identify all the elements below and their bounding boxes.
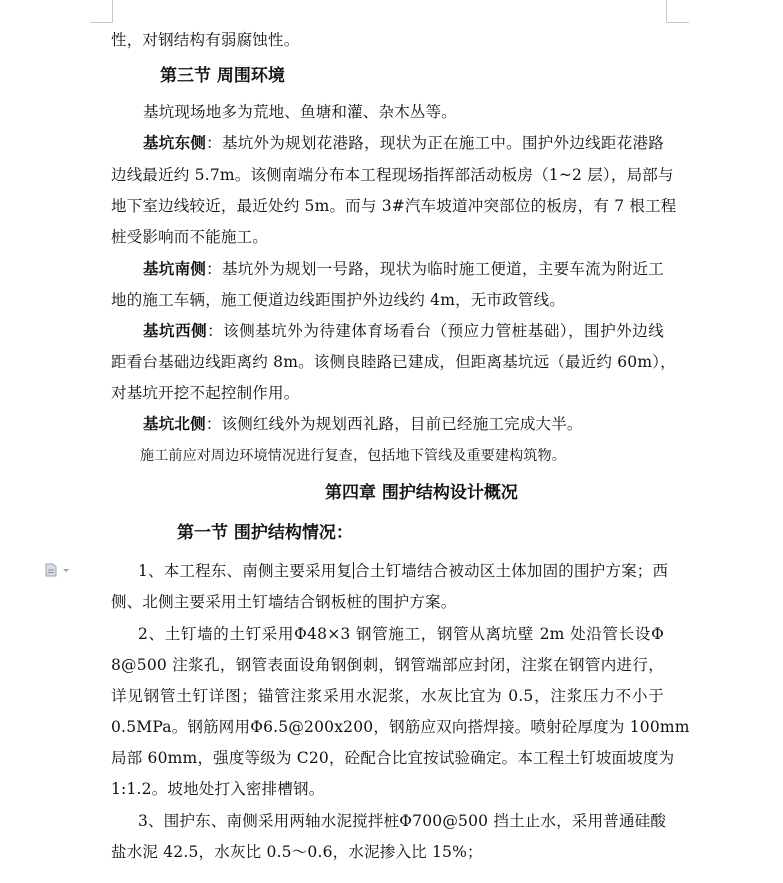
paragraph-line: 性，对钢结构有弱腐蚀性。 bbox=[111, 31, 300, 49]
south-side-label: 基坑南侧 bbox=[143, 259, 207, 278]
paragraph-line: 距看台基础边线距离约 8m。该侧良睦路已建成，但距离基坑远（最近约 60m）， bbox=[111, 353, 676, 371]
paragraph-line: 地的施工车辆，施工便道边线距围护外边线约 4m，无市政管线。 bbox=[111, 291, 565, 309]
paragraph-line: 局部 60mm，强度等级为 C20，砼配合比宜按试验确定。本工程土钉坡面坡度为 bbox=[111, 749, 675, 767]
paragraph-line: 8@500 注浆孔，钢管表面设角钢倒刺，钢管端部应封闭，注浆在钢管内进行， bbox=[111, 656, 664, 674]
east-side-label: 基坑东侧 bbox=[143, 133, 207, 152]
paragraph-line: 1:1.2。坡地处打入密排槽钢。 bbox=[111, 780, 325, 798]
section-heading-surroundings: 第三节 周围环境 bbox=[160, 66, 285, 86]
north-side-text: ：该侧红线外为规划西礼路，目前已经施工完成大半。 bbox=[205, 415, 583, 433]
west-side-text: ：该侧基坑外为待建体育场看台（预应力管桩基础），围护外边线 bbox=[207, 322, 664, 340]
paragraph-north-line bbox=[143, 414, 583, 434]
paragraph-line: 盐水泥 42.5，水灰比 0.5～0.6，水泥掺入比 15%； bbox=[111, 843, 483, 861]
east-side-text: ：基坑外为规划花港路，现状为正在施工中。围护外边线距花港路 bbox=[206, 134, 664, 152]
document-icon[interactable] bbox=[44, 563, 72, 577]
north-side-label: 基坑北侧 bbox=[143, 414, 206, 433]
paragraph-line: 基坑现场地多为荒地、鱼塘和灌、杂木丛等。 bbox=[143, 103, 458, 121]
paragraph-line: 详见钢管土钉详图；锚管注浆采用水泥浆，水灰比宜为 0.5，注浆压力不小于 bbox=[111, 687, 664, 705]
paragraph-line: 地下室边线较近，最近处约 5m。而与 3#汽车坡道冲突部位的板房，有 7 根工程 bbox=[111, 197, 677, 215]
paragraph-line bbox=[138, 561, 669, 581]
paragraph-line: 0.5MPa。钢筋网用Φ6.5@200x200，钢筋应双向搭焊接。喷射砼厚度为 100mm bbox=[111, 718, 690, 736]
section-heading-retaining: 第一节 围护结构情况： bbox=[177, 523, 353, 543]
paragraph-south-line bbox=[143, 259, 664, 279]
paragraph-line: 对基坑开挖不起控制作用。 bbox=[111, 384, 300, 402]
paragraph-line: 3、围护东、南侧采用两轴水泥搅拌桩Φ700@500 挡土止水，采用普通硅酸 bbox=[138, 812, 667, 830]
chapter-heading: 第四章 围护结构设计概况 bbox=[325, 483, 518, 503]
paragraph-east-line bbox=[143, 133, 664, 153]
paragraph-line: 侧、北侧主要采用土钉墙结合钢板桩的围护方案。 bbox=[111, 593, 457, 611]
west-side-label: 基坑西侧 bbox=[143, 321, 208, 340]
margin-corner-marker-left bbox=[90, 0, 113, 23]
text-before-cursor: 1、本工程东、南侧主要采用复 bbox=[138, 562, 353, 580]
south-side-text: ：基坑外为规划一号路，现状为临时施工便道，主要车流为附近工 bbox=[206, 260, 664, 278]
text-after-cursor: 合土钉墙结合被动区土体加固的围护方案；西 bbox=[354, 562, 669, 580]
margin-corner-marker-right bbox=[666, 0, 689, 23]
paragraph-line: 2、土钉墙的土钉采用Φ48×3 钢管施工，钢管从离坑壁 2m 处沿管长设Φ bbox=[138, 625, 664, 643]
paragraph-line: 施工前应对周边环境情况进行复查，包括地下管线及重要建构筑物。 bbox=[140, 448, 566, 464]
paragraph-west-line bbox=[143, 321, 664, 341]
paragraph-line: 边线最近约 5.7m。该侧南端分布本工程现场指挥部活动板房（1~2 层），局部与 bbox=[111, 166, 674, 184]
paragraph-line: 桩受影响而不能施工。 bbox=[111, 228, 269, 246]
